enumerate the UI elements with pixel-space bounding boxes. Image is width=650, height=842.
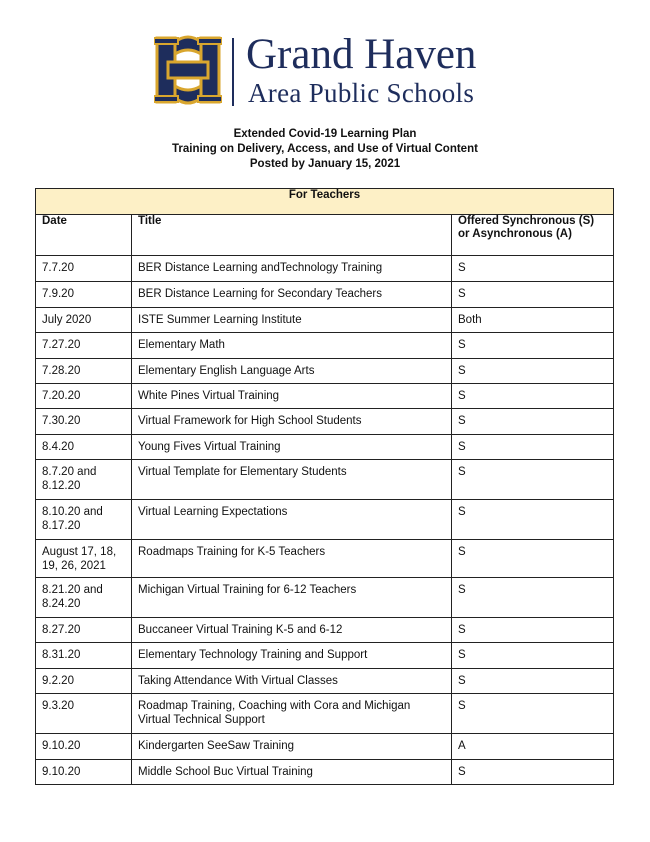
cell-offered: S xyxy=(452,384,614,409)
cell-date: 8.7.20 and 8.12.20 xyxy=(36,460,132,500)
cell-date: July 2020 xyxy=(36,308,132,333)
table-row xyxy=(36,333,614,359)
table-row xyxy=(36,409,614,435)
section-header-row xyxy=(36,189,614,215)
cell-title: Virtual Template for Elementary Students xyxy=(132,460,452,500)
cell-title: Young Fives Virtual Training xyxy=(132,435,452,460)
table-row xyxy=(36,500,614,540)
cell-offered: Both xyxy=(452,308,614,333)
cell-offered: S xyxy=(452,333,614,359)
logo-name-line2: Area Public Schools xyxy=(248,78,475,108)
cell-title: Virtual Framework for High School Students xyxy=(132,409,452,435)
cell-offered: S xyxy=(452,540,614,578)
cell-offered: S xyxy=(452,460,614,500)
heading-line3: Posted by January 15, 2021 xyxy=(249,158,401,170)
cell-date: 9.10.20 xyxy=(36,734,132,760)
cell-date: 8.27.20 xyxy=(36,618,132,643)
cell-date: 7.28.20 xyxy=(36,359,132,384)
column-header-offered: Offered Synchronous (S) or Asynchronous (A) xyxy=(452,215,614,256)
cell-offered: S xyxy=(452,669,614,694)
cell-date: 8.10.20 and 8.17.20 xyxy=(36,500,132,540)
cell-offered: S xyxy=(452,409,614,435)
cell-offered: A xyxy=(452,734,614,760)
table-row xyxy=(36,359,614,384)
cell-date: 9.10.20 xyxy=(36,760,132,785)
cell-date: 7.27.20 xyxy=(36,333,132,359)
cell-date: 7.30.20 xyxy=(36,409,132,435)
cell-offered: S xyxy=(452,618,614,643)
heading-line2: Training on Delivery, Access, and Use of Virtual Content xyxy=(172,143,478,155)
column-header-title: Title xyxy=(132,215,452,256)
cell-offered: S xyxy=(452,256,614,282)
table-row xyxy=(36,760,614,785)
cell-offered: S xyxy=(452,578,614,618)
section-title: For Teachers xyxy=(36,189,614,215)
cell-title: Elementary Technology Training and Support xyxy=(132,643,452,669)
cell-title: BER Distance Learning for Secondary Teachers xyxy=(132,282,452,308)
cell-title: Elementary English Language Arts xyxy=(132,359,452,384)
cell-title: Kindergarten SeeSaw Training xyxy=(132,734,452,760)
table-row xyxy=(36,734,614,760)
table-row xyxy=(36,460,614,500)
table-body xyxy=(36,256,614,785)
cell-offered: S xyxy=(452,643,614,669)
table-row xyxy=(36,282,614,308)
table-row xyxy=(36,669,614,694)
cell-title: Taking Attendance With Virtual Classes xyxy=(132,669,452,694)
table-row xyxy=(36,308,614,333)
cell-title: Roadmaps Training for K-5 Teachers xyxy=(132,540,452,578)
cell-date: 9.3.20 xyxy=(36,694,132,734)
table-row xyxy=(36,618,614,643)
table-row xyxy=(36,694,614,734)
cell-offered: S xyxy=(452,760,614,785)
cell-date: 8.21.20 and 8.24.20 xyxy=(36,578,132,618)
table-row xyxy=(36,256,614,282)
table-row xyxy=(36,540,614,578)
cell-date: 8.31.20 xyxy=(36,643,132,669)
table-row xyxy=(36,435,614,460)
column-header-row xyxy=(36,215,614,256)
logo-divider xyxy=(232,38,234,106)
cell-date: 9.2.20 xyxy=(36,669,132,694)
cell-offered: S xyxy=(452,282,614,308)
cell-offered: S xyxy=(452,500,614,540)
cell-date: 8.4.20 xyxy=(36,435,132,460)
cell-title: Virtual Learning Expectations xyxy=(132,500,452,540)
cell-title: Roadmap Training, Coaching with Cora and Michigan Virtual Technical Support xyxy=(132,694,452,734)
table-row xyxy=(36,643,614,669)
cell-title: BER Distance Learning andTechnology Training xyxy=(132,256,452,282)
cell-title: ISTE Summer Learning Institute xyxy=(132,308,452,333)
cell-title: Middle School Buc Virtual Training xyxy=(132,760,452,785)
table-row xyxy=(36,578,614,618)
cell-offered: S xyxy=(452,694,614,734)
cell-title: White Pines Virtual Training xyxy=(132,384,452,409)
cell-date: 7.9.20 xyxy=(36,282,132,308)
cell-date: 7.20.20 xyxy=(36,384,132,409)
gh-monogram-icon xyxy=(154,34,222,106)
document-heading xyxy=(0,127,650,172)
heading-line1: Extended Covid-19 Learning Plan xyxy=(233,128,417,140)
cell-title: Elementary Math xyxy=(132,333,452,359)
table-row xyxy=(36,384,614,409)
cell-offered: S xyxy=(452,435,614,460)
cell-title: Buccaneer Virtual Training K-5 and 6-12 xyxy=(132,618,452,643)
cell-date: August 17, 18, 19, 26, 2021 xyxy=(36,540,132,578)
cell-date: 7.7.20 xyxy=(36,256,132,282)
logo-name-line1: Grand Haven xyxy=(246,31,477,78)
training-table xyxy=(35,188,614,785)
cell-offered: S xyxy=(452,359,614,384)
column-header-date: Date xyxy=(36,215,132,256)
district-logo xyxy=(154,31,504,110)
cell-title: Michigan Virtual Training for 6-12 Teachers xyxy=(132,578,452,618)
